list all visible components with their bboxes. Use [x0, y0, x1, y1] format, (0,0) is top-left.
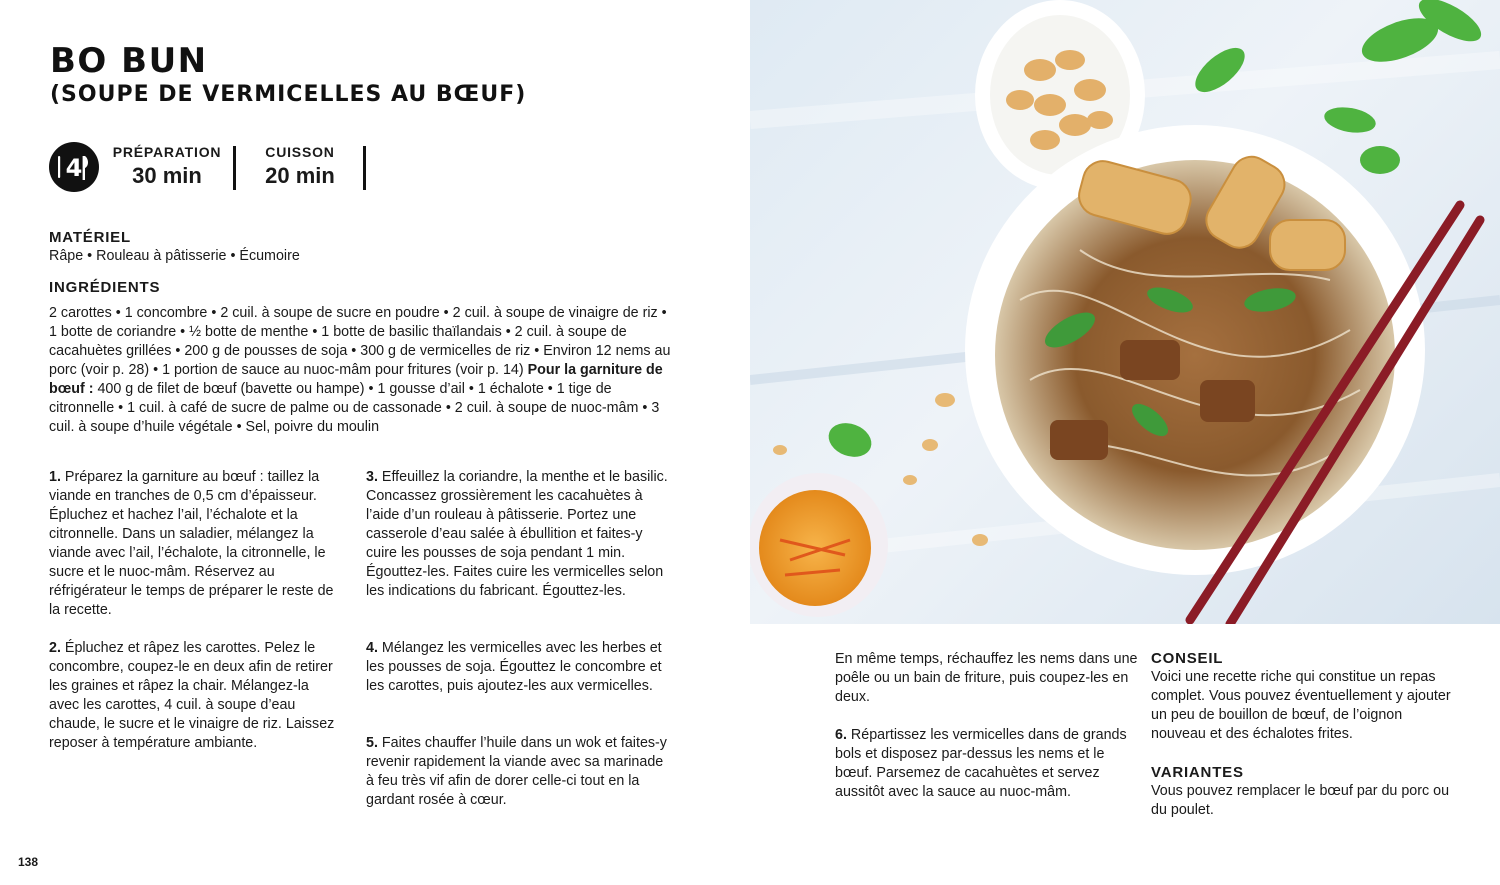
materiel-text: Râpe • Rouleau à pâtisserie • Écumoire [49, 248, 300, 264]
step-text: Préparez la garniture au bœuf : taillez la viande en tranches de 0,5 cm d’épaisseur. Épluchez et hachez l’ail, l’échalote et la citronnelle. Dans un saladier, mélangez la viande avec l’ail, l’échalote, la citronnelle, le sucre et le nuoc-mâm. Réservez au réfrigérateur le temps de préparer le reste de la recette. [49, 469, 334, 618]
step-number: 4. [366, 640, 378, 656]
ingredients-section [49, 279, 671, 437]
divider [233, 146, 236, 190]
step-text: En même temps, réchauffez les nems dans une poêle ou un bain de friture, puis coupez-les en deux. [835, 651, 1138, 705]
page-number: 138 [18, 855, 39, 869]
preparation-value: 30 min [132, 163, 202, 188]
step-text: Effeuillez la coriandre, la menthe et le basilic. Concassez grossièrement les cacahuètes à l’aide d’un rouleau à pâtisserie. Portez une casserole d’eau salée à ébullition et faites-y cuire les pousses de soja pendant 1 min. Égouttez-les. Faites cuire les vermicelles selon les indications du fabricant. Égouttez-les. [366, 469, 668, 599]
step-number: 3. [366, 469, 378, 485]
servings-badge [49, 142, 99, 192]
step-number: 2. [49, 640, 61, 656]
cuisson-label: CUISSON [265, 144, 335, 160]
preparation-time [112, 144, 222, 189]
divider [363, 146, 366, 190]
step-2 [49, 639, 341, 753]
recipe-title: BO BUN [50, 41, 208, 81]
bo-bun-bowl-illustration [750, 0, 1500, 624]
variantes-heading: VARIANTES [1151, 764, 1244, 781]
step-number: 5. [366, 735, 378, 751]
ingredients-list: 2 carottes • 1 concombre • 2 cuil. à soupe de sucre en poudre • 2 cuil. à soupe de vinaigre de riz • 1 botte de coriandre • ½ botte de menthe • 1 botte de basilic thaïlandais • 2 cuil. à soupe de cacahuètes grillées • 200 g de pousses de soja • 300 g de vermicelles de riz • Environ 12 nems au porc (voir p. 28) • 1 portion de sauce au nuoc-mâm pour fritures (voir p. 14) [49, 305, 671, 378]
step-number: 1. [49, 469, 61, 485]
step-1 [49, 468, 341, 620]
cuisson-time [250, 144, 350, 189]
step-text: Répartissez les vermicelles dans de grands bols et disposez par-dessus les nems et le bœuf. Parsemez de cacahuètes et servez aussitôt avec la sauce au nuoc-mâm. [835, 727, 1127, 800]
step-text: Mélangez les vermicelles avec les herbes et les pousses de soja. Égouttez le concombre et les carottes, puis ajoutez-les aux vermicelles. [366, 640, 662, 694]
variantes-section [1151, 764, 1451, 820]
step-5 [366, 734, 668, 810]
ingredients-text [49, 304, 671, 437]
dish-photo [750, 0, 1500, 624]
conseil-heading: CONSEIL [1151, 650, 1224, 667]
step-number: 6. [835, 727, 847, 743]
materiel-heading: MATÉRIEL [49, 229, 131, 246]
conseil-section [1151, 650, 1451, 744]
cuisson-value: 20 min [265, 163, 335, 188]
step-6 [835, 726, 1140, 802]
step-text: Faites chauffer l’huile dans un wok et faites-y revenir rapidement la viande avec sa marinade à feu très vif afin de dorer celle-ci tout en la gardant rosée à cœur. [366, 735, 667, 808]
fork-knife-icon [49, 142, 99, 192]
step-text: Épluchez et râpez les carottes. Pelez le concombre, coupez-le en deux afin de retirer les graines et râpez la chair. Mélangez-la avec les carottes, 4 cuil. à soupe d’eau chaude, le sucre et le vinaigre de riz. Laissez reposer à température ambiante. [49, 640, 335, 751]
servings-number: 4 [65, 154, 83, 182]
step-3 [366, 468, 668, 601]
ingredients-heading: INGRÉDIENTS [49, 279, 161, 296]
garniture-list: 400 g de filet de bœuf (bavette ou hampe) • 1 gousse d’ail • 1 échalote • 1 tige de citronnelle • 1 cuil. à café de sucre de palme ou de cassonade • 2 cuil. à soupe de nuoc-mâm • 3 cuil. à soupe d’huile végétale • Sel, poivre du moulin [49, 381, 660, 435]
recipe-subtitle: (SOUPE DE VERMICELLES AU BŒUF) [50, 82, 527, 107]
step-5-continued [835, 650, 1140, 707]
preparation-label: PRÉPARATION [112, 144, 222, 160]
conseil-text: Voici une recette riche qui constitue un repas complet. Vous pouvez éventuellement y ajouter un peu de bouillon de bœuf, de l’oignon nouveau et des échalotes frites. [1151, 669, 1451, 742]
variantes-text: Vous pouvez remplacer le bœuf par du porc ou du poulet. [1151, 783, 1450, 818]
materiel-section [49, 229, 669, 266]
step-4 [366, 639, 668, 696]
garniture-label: Pour la garniture de bœuf : [49, 362, 663, 397]
